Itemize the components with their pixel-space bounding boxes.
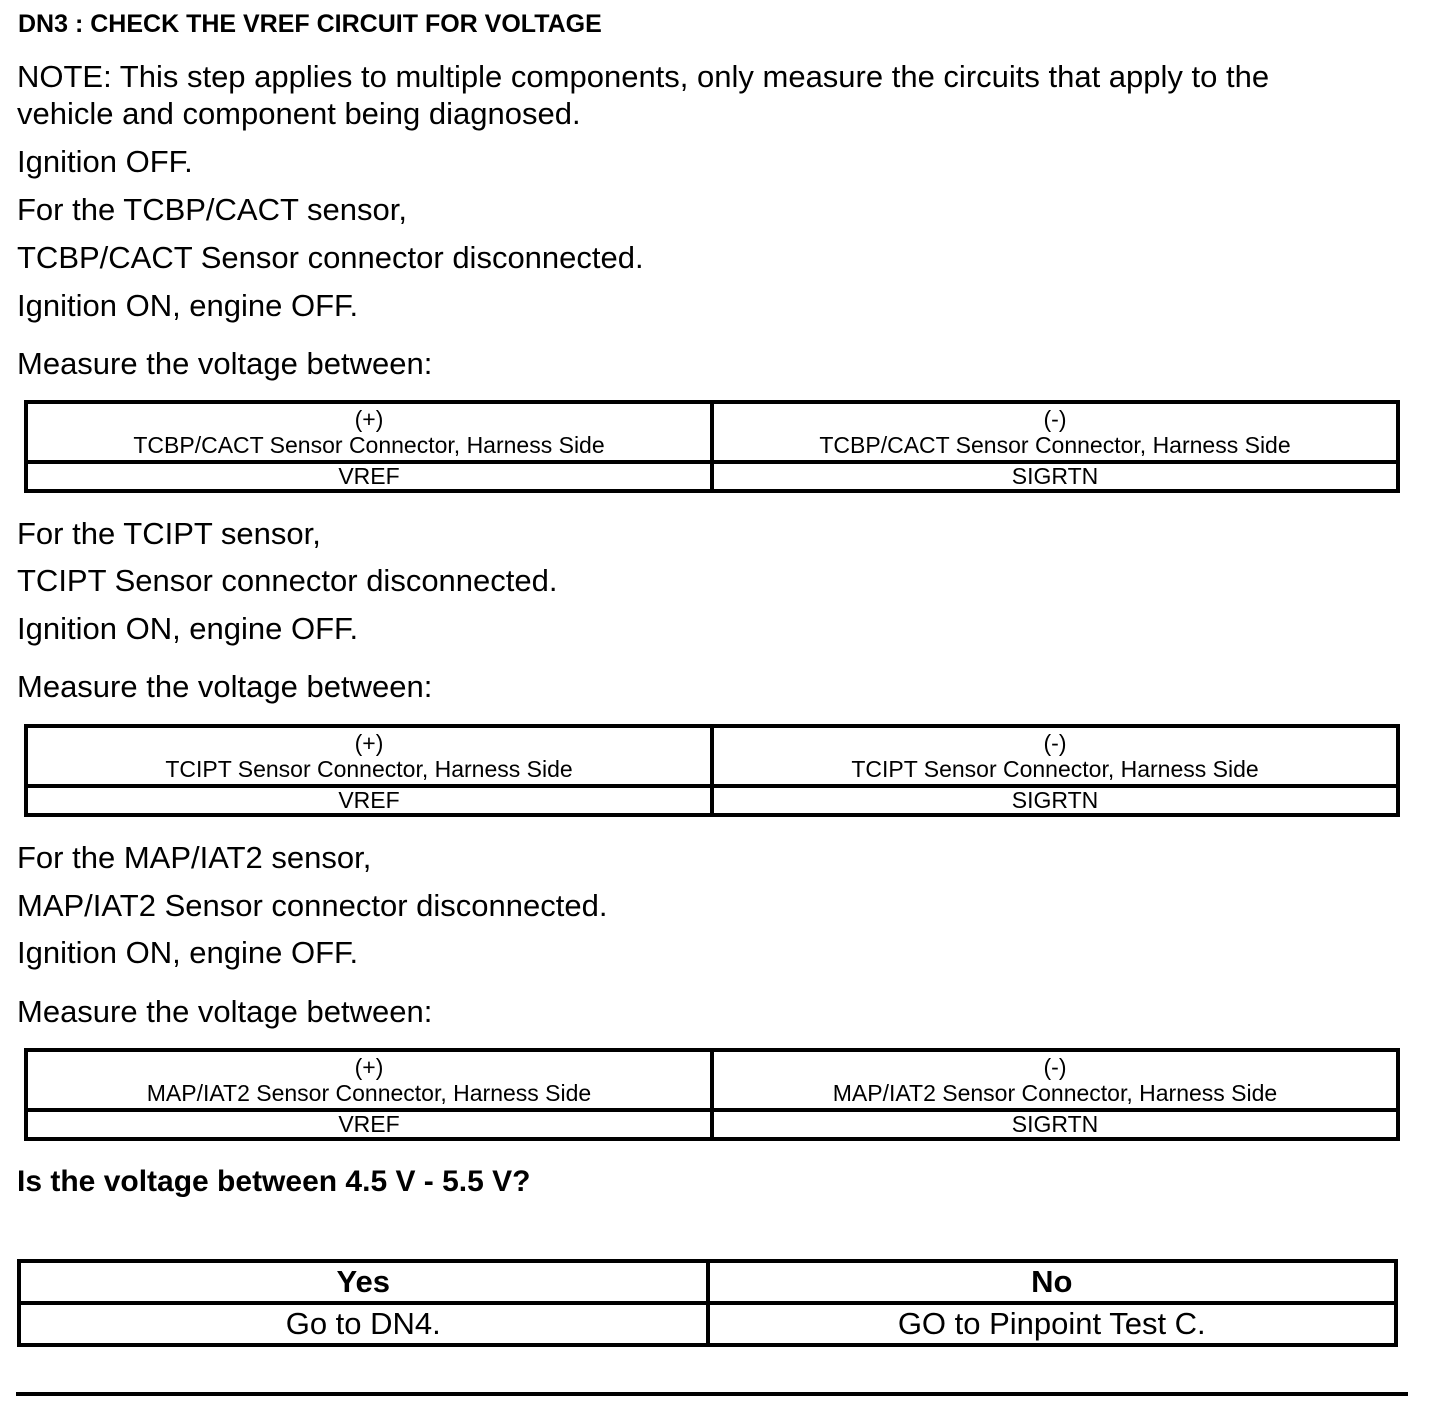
plus-sign: (+) [354,730,384,756]
minus-connector: MAP/IAT2 Sensor Connector, Harness Side [832,1080,1278,1106]
minus-pin: SIGRTN [712,1110,1398,1139]
plus-sign: (+) [354,1054,384,1080]
no-action-link[interactable]: GO to Pinpoint Test C. [708,1303,1397,1345]
minus-probe-header [712,402,1398,462]
section-tcbp-measure-step: Measure the voltage between: [17,346,433,381]
section-map-ignition-step: Ignition ON, engine OFF. [17,935,359,970]
section-tcipt-measure-step: Measure the voltage between: [17,669,433,704]
section-tcbp-ignition-step: Ignition ON, engine OFF. [17,288,359,323]
plus-probe-header [26,1050,712,1110]
bottom-divider [16,1392,1408,1396]
minus-connector: TCIPT Sensor Connector, Harness Side [851,756,1259,782]
measurement-table-tcbp [24,400,1400,493]
plus-connector: MAP/IAT2 Sensor Connector, Harness Side [146,1080,592,1106]
section-map-disconnect-step: MAP/IAT2 Sensor connector disconnected. [17,888,608,923]
section-map-measure-step: Measure the voltage between: [17,994,433,1029]
no-label: No [708,1261,1397,1303]
page-title: DN3 : CHECK THE VREF CIRCUIT FOR VOLTAGE [18,10,602,38]
section-tcipt-disconnect-step: TCIPT Sensor connector disconnected. [17,563,558,598]
plus-sign: (+) [354,406,384,432]
minus-sign: (-) [1043,730,1067,756]
plus-pin: VREF [26,1110,712,1139]
result-table [17,1259,1398,1347]
note-text-continued: vehicle and component being diagnosed. [17,96,581,131]
measurement-table-map [24,1048,1400,1141]
plus-connector: TCBP/CACT Sensor Connector, Harness Side [133,432,605,458]
minus-probe-header [712,1050,1398,1110]
measurement-table-tcipt [24,724,1400,817]
ignition-off-step: Ignition OFF. [17,144,193,179]
plus-probe-header [26,402,712,462]
plus-pin: VREF [26,786,712,815]
section-map-heading: For the MAP/IAT2 sensor, [17,840,372,875]
plus-probe-header [26,726,712,786]
section-tcbp-disconnect-step: TCBP/CACT Sensor connector disconnected. [17,240,644,275]
minus-probe-header [712,726,1398,786]
plus-pin: VREF [26,462,712,491]
minus-connector: TCBP/CACT Sensor Connector, Harness Side [819,432,1291,458]
minus-sign: (-) [1043,406,1067,432]
yes-label: Yes [19,1261,708,1303]
section-tcbp-heading: For the TCBP/CACT sensor, [17,192,407,227]
minus-pin: SIGRTN [712,462,1398,491]
note-text: NOTE: This step applies to multiple components, only measure the circuits that apply to the [17,59,1270,94]
plus-connector: TCIPT Sensor Connector, Harness Side [165,756,573,782]
section-tcipt-heading: For the TCIPT sensor, [17,516,321,551]
yes-action-link[interactable]: Go to DN4. [19,1303,708,1345]
section-tcipt-ignition-step: Ignition ON, engine OFF. [17,611,359,646]
voltage-question: Is the voltage between 4.5 V - 5.5 V? [17,1165,531,1198]
minus-pin: SIGRTN [712,786,1398,815]
minus-sign: (-) [1043,1054,1067,1080]
